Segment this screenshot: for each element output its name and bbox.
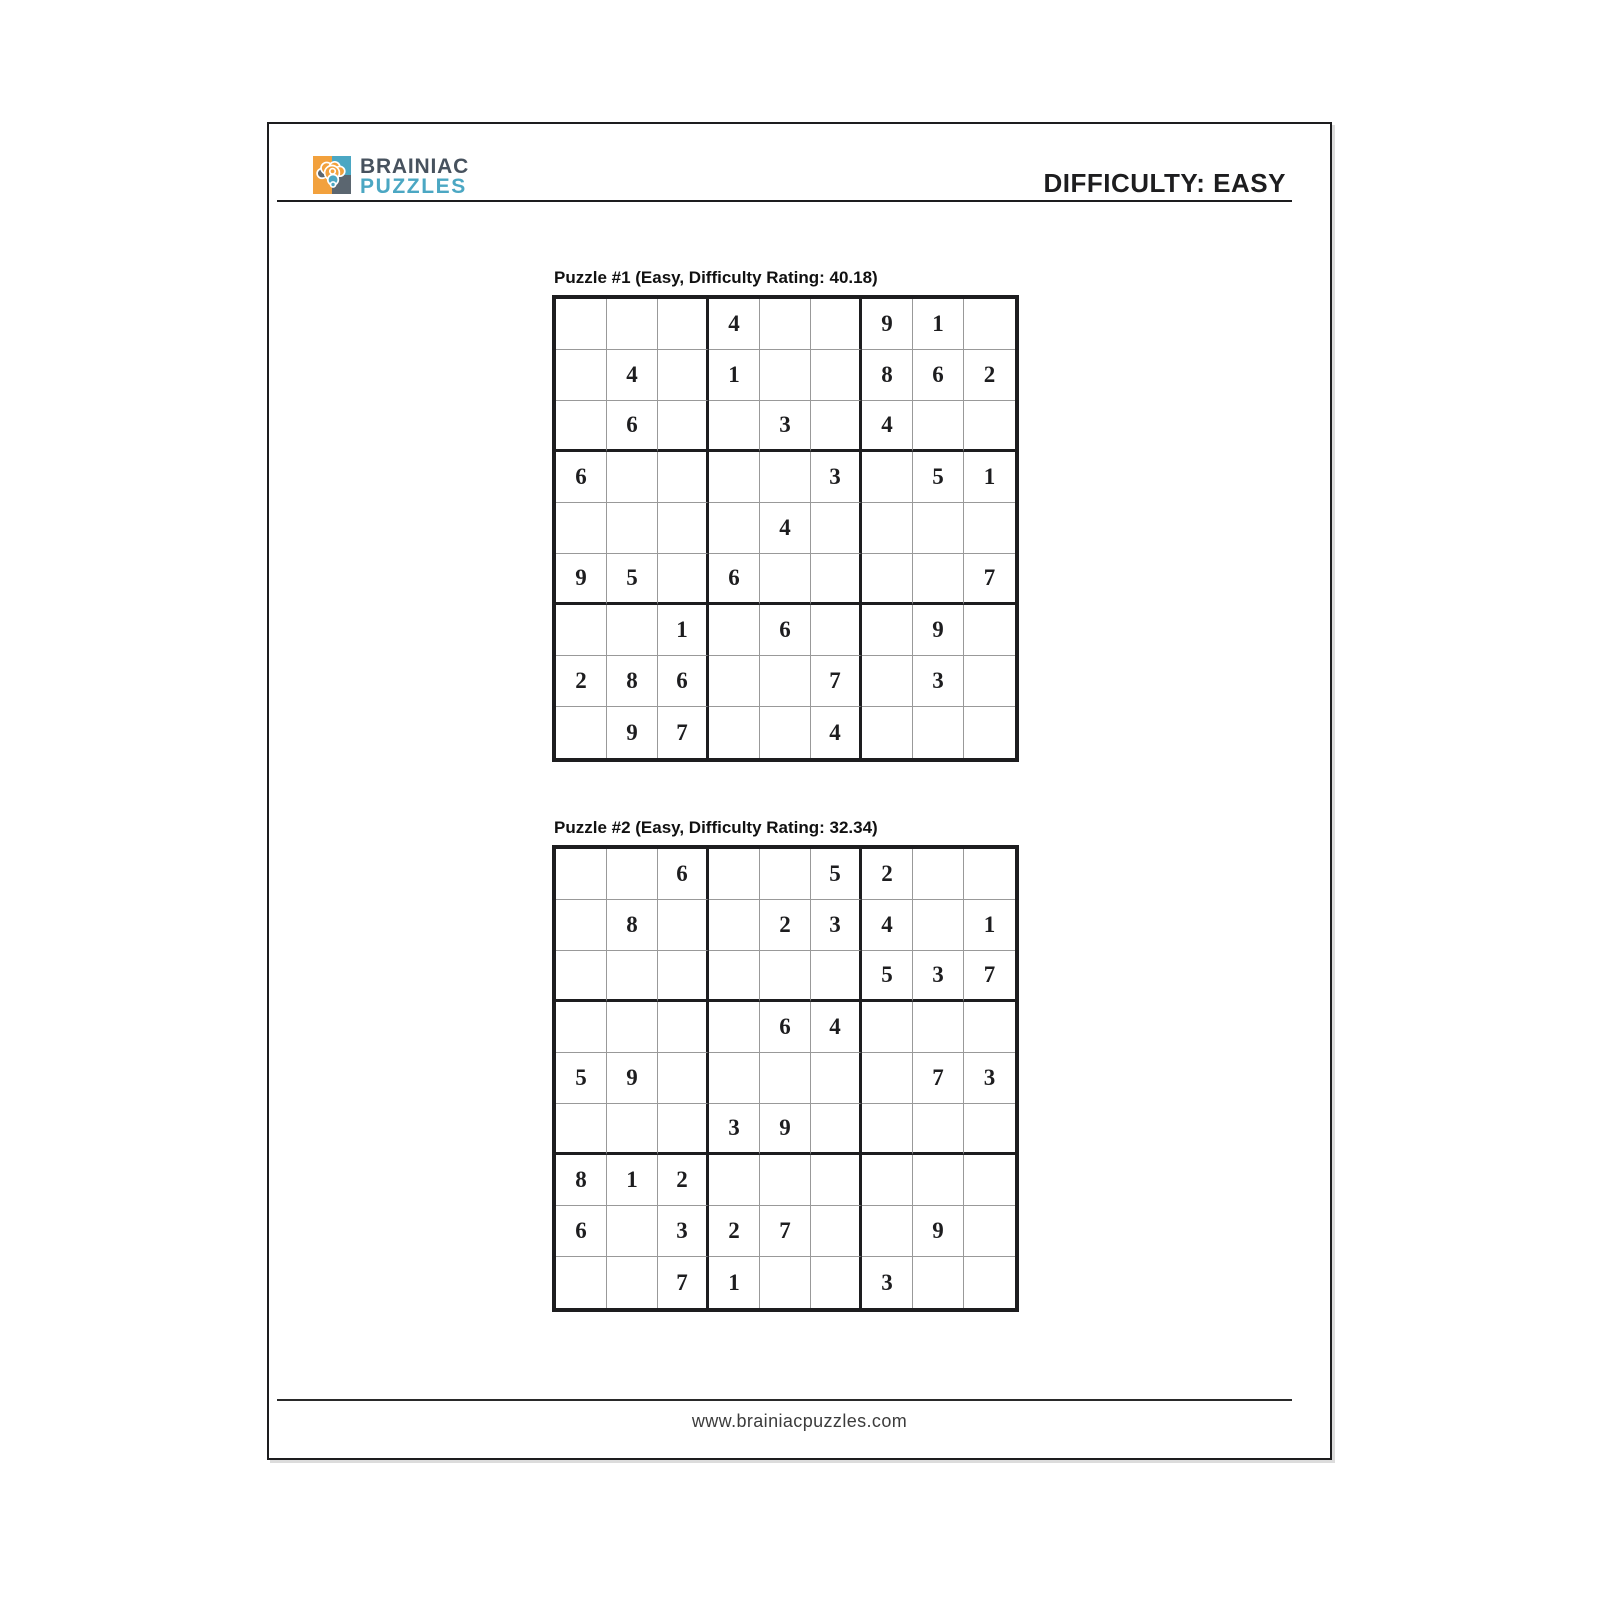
sudoku-cell bbox=[913, 1257, 964, 1308]
sudoku-cell bbox=[811, 951, 862, 1002]
sudoku-cell: 7 bbox=[964, 554, 1015, 605]
sudoku-cell bbox=[556, 401, 607, 452]
sudoku-cell bbox=[709, 900, 760, 951]
sudoku-cell bbox=[709, 401, 760, 452]
sudoku-cell: 1 bbox=[709, 350, 760, 401]
sudoku-cell bbox=[964, 707, 1015, 758]
brand-logo bbox=[313, 156, 469, 196]
sudoku-cell bbox=[760, 849, 811, 900]
sudoku-cell bbox=[709, 1002, 760, 1053]
sudoku-cell bbox=[760, 656, 811, 707]
sudoku-cell bbox=[964, 503, 1015, 554]
sudoku-cell bbox=[709, 503, 760, 554]
sudoku-cell: 3 bbox=[709, 1104, 760, 1155]
sudoku-cell: 6 bbox=[760, 605, 811, 656]
sudoku-cell bbox=[760, 1053, 811, 1104]
sudoku-cell bbox=[709, 1053, 760, 1104]
sudoku-cell: 8 bbox=[862, 350, 913, 401]
sudoku-cell bbox=[964, 1104, 1015, 1155]
sudoku-cell bbox=[811, 1155, 862, 1206]
sudoku-cell bbox=[811, 554, 862, 605]
sudoku-cell: 2 bbox=[964, 350, 1015, 401]
sudoku-cell: 6 bbox=[556, 1206, 607, 1257]
sudoku-cell bbox=[811, 503, 862, 554]
sudoku-cell bbox=[811, 1257, 862, 1308]
sudoku-cell bbox=[607, 951, 658, 1002]
sudoku-cell: 5 bbox=[913, 452, 964, 503]
sudoku-cell bbox=[556, 951, 607, 1002]
sudoku-cell bbox=[556, 900, 607, 951]
sudoku-cell: 1 bbox=[964, 900, 1015, 951]
sudoku-cell bbox=[709, 605, 760, 656]
sudoku-cell bbox=[913, 1104, 964, 1155]
sudoku-cell bbox=[862, 503, 913, 554]
sudoku-cell: 6 bbox=[658, 849, 709, 900]
sudoku-cell bbox=[760, 707, 811, 758]
sudoku-cell: 2 bbox=[658, 1155, 709, 1206]
sudoku-cell bbox=[862, 1104, 913, 1155]
sudoku-cell bbox=[811, 1104, 862, 1155]
sudoku-cell: 7 bbox=[760, 1206, 811, 1257]
sudoku-cell bbox=[913, 503, 964, 554]
puzzle-1-title: Puzzle #1 (Easy, Difficulty Rating: 40.18) bbox=[554, 268, 878, 287]
sudoku-cell: 3 bbox=[811, 900, 862, 951]
puzzle-2-section bbox=[552, 818, 1019, 1312]
sudoku-cell bbox=[556, 350, 607, 401]
sudoku-cell bbox=[760, 951, 811, 1002]
sudoku-cell bbox=[913, 849, 964, 900]
sudoku-cell bbox=[964, 605, 1015, 656]
sudoku-cell bbox=[556, 1104, 607, 1155]
puzzle-sheet-page bbox=[267, 122, 1332, 1460]
sudoku-cell bbox=[760, 1257, 811, 1308]
sudoku-cell bbox=[760, 350, 811, 401]
sudoku-cell: 9 bbox=[913, 605, 964, 656]
sudoku-cell bbox=[913, 707, 964, 758]
sudoku-cell bbox=[862, 554, 913, 605]
sudoku-grid-1 bbox=[552, 295, 1019, 762]
sudoku-cell: 2 bbox=[556, 656, 607, 707]
sudoku-cell: 3 bbox=[811, 452, 862, 503]
sudoku-cell bbox=[811, 299, 862, 350]
sudoku-cell bbox=[658, 1053, 709, 1104]
sudoku-cell: 1 bbox=[964, 452, 1015, 503]
sudoku-cell bbox=[658, 1104, 709, 1155]
sudoku-cell bbox=[658, 350, 709, 401]
sudoku-cell bbox=[658, 554, 709, 605]
sudoku-cell bbox=[964, 849, 1015, 900]
sudoku-cell: 6 bbox=[658, 656, 709, 707]
sudoku-cell: 3 bbox=[658, 1206, 709, 1257]
sudoku-cell bbox=[913, 1002, 964, 1053]
sudoku-cell: 9 bbox=[607, 707, 658, 758]
difficulty-label: DIFFICULTY: EASY bbox=[1043, 168, 1286, 198]
sudoku-cell bbox=[964, 1002, 1015, 1053]
sudoku-cell: 4 bbox=[862, 900, 913, 951]
sudoku-cell: 4 bbox=[709, 299, 760, 350]
sudoku-cell: 9 bbox=[607, 1053, 658, 1104]
sudoku-cell: 7 bbox=[811, 656, 862, 707]
sudoku-cell: 5 bbox=[607, 554, 658, 605]
puzzle-2-title: Puzzle #2 (Easy, Difficulty Rating: 32.34) bbox=[554, 818, 878, 837]
sudoku-cell bbox=[556, 299, 607, 350]
sudoku-cell bbox=[607, 299, 658, 350]
sudoku-cell: 2 bbox=[862, 849, 913, 900]
sudoku-cell bbox=[709, 452, 760, 503]
header-rule bbox=[277, 200, 1292, 202]
puzzle-1-section bbox=[552, 268, 1019, 762]
sudoku-cell bbox=[607, 503, 658, 554]
sudoku-cell bbox=[862, 1155, 913, 1206]
sudoku-cell bbox=[964, 401, 1015, 452]
sudoku-cell bbox=[709, 1155, 760, 1206]
sudoku-cell bbox=[556, 1002, 607, 1053]
sudoku-cell: 6 bbox=[913, 350, 964, 401]
sudoku-cell bbox=[862, 1206, 913, 1257]
sudoku-cell: 4 bbox=[811, 707, 862, 758]
sudoku-cell bbox=[658, 452, 709, 503]
sudoku-cell: 3 bbox=[913, 656, 964, 707]
sudoku-cell bbox=[811, 1053, 862, 1104]
sudoku-cell bbox=[658, 1002, 709, 1053]
sudoku-cell: 4 bbox=[760, 503, 811, 554]
sudoku-cell: 8 bbox=[556, 1155, 607, 1206]
brand-name bbox=[360, 156, 469, 196]
sudoku-cell bbox=[760, 554, 811, 605]
sudoku-cell bbox=[862, 452, 913, 503]
brand-name-line1: BRAINIAC bbox=[360, 155, 470, 178]
sudoku-cell: 5 bbox=[862, 951, 913, 1002]
sudoku-cell bbox=[607, 1002, 658, 1053]
sudoku-cell bbox=[709, 849, 760, 900]
footer-rule bbox=[277, 1399, 1292, 1401]
sudoku-cell: 1 bbox=[607, 1155, 658, 1206]
brand-name-line2: PUZZLES bbox=[360, 175, 467, 198]
sudoku-cell bbox=[709, 707, 760, 758]
sudoku-cell bbox=[862, 656, 913, 707]
brain-puzzle-icon bbox=[313, 156, 351, 194]
sudoku-cell bbox=[760, 299, 811, 350]
sudoku-cell bbox=[607, 1257, 658, 1308]
sudoku-cell bbox=[607, 849, 658, 900]
footer-url: www.brainiacpuzzles.com bbox=[691, 1411, 908, 1431]
sudoku-cell bbox=[964, 1206, 1015, 1257]
sudoku-cell bbox=[658, 503, 709, 554]
sudoku-grid-2 bbox=[552, 845, 1019, 1312]
sudoku-cell: 1 bbox=[709, 1257, 760, 1308]
sudoku-cell bbox=[811, 401, 862, 452]
sudoku-cell bbox=[658, 900, 709, 951]
sudoku-cell: 3 bbox=[964, 1053, 1015, 1104]
sudoku-cell bbox=[913, 900, 964, 951]
sudoku-cell: 6 bbox=[607, 401, 658, 452]
sudoku-cell: 8 bbox=[607, 900, 658, 951]
sudoku-cell bbox=[811, 350, 862, 401]
sudoku-cell: 1 bbox=[658, 605, 709, 656]
sudoku-cell: 9 bbox=[862, 299, 913, 350]
sudoku-cell bbox=[658, 401, 709, 452]
sudoku-cell bbox=[760, 452, 811, 503]
sudoku-cell bbox=[760, 1155, 811, 1206]
sudoku-cell: 9 bbox=[760, 1104, 811, 1155]
sudoku-cell bbox=[964, 656, 1015, 707]
sudoku-cell: 6 bbox=[556, 452, 607, 503]
sudoku-cell bbox=[556, 707, 607, 758]
sudoku-cell bbox=[862, 605, 913, 656]
sudoku-cell bbox=[862, 1002, 913, 1053]
sudoku-cell bbox=[964, 299, 1015, 350]
sudoku-cell bbox=[811, 605, 862, 656]
sudoku-cell: 7 bbox=[913, 1053, 964, 1104]
sudoku-cell bbox=[607, 1206, 658, 1257]
sudoku-cell: 5 bbox=[811, 849, 862, 900]
sudoku-cell bbox=[556, 1257, 607, 1308]
sudoku-cell bbox=[913, 1155, 964, 1206]
sudoku-cell bbox=[709, 656, 760, 707]
sudoku-cell bbox=[862, 707, 913, 758]
sudoku-cell: 3 bbox=[913, 951, 964, 1002]
sudoku-cell: 3 bbox=[862, 1257, 913, 1308]
sudoku-cell bbox=[607, 605, 658, 656]
sudoku-cell: 8 bbox=[607, 656, 658, 707]
sudoku-cell: 7 bbox=[658, 707, 709, 758]
sudoku-cell bbox=[811, 1206, 862, 1257]
sudoku-cell: 4 bbox=[862, 401, 913, 452]
sudoku-cell: 1 bbox=[913, 299, 964, 350]
sudoku-cell bbox=[709, 951, 760, 1002]
sudoku-cell bbox=[556, 849, 607, 900]
sudoku-cell bbox=[658, 299, 709, 350]
sudoku-cell: 7 bbox=[964, 951, 1015, 1002]
sudoku-cell bbox=[607, 452, 658, 503]
sudoku-cell bbox=[862, 1053, 913, 1104]
sudoku-cell: 5 bbox=[556, 1053, 607, 1104]
sudoku-cell: 9 bbox=[913, 1206, 964, 1257]
sudoku-cell: 2 bbox=[709, 1206, 760, 1257]
sudoku-cell: 7 bbox=[658, 1257, 709, 1308]
sudoku-cell bbox=[607, 1104, 658, 1155]
sudoku-cell: 6 bbox=[709, 554, 760, 605]
sudoku-cell: 2 bbox=[760, 900, 811, 951]
sudoku-cell bbox=[556, 605, 607, 656]
sudoku-cell: 4 bbox=[811, 1002, 862, 1053]
sudoku-cell: 6 bbox=[760, 1002, 811, 1053]
sudoku-cell: 4 bbox=[607, 350, 658, 401]
sudoku-cell bbox=[913, 554, 964, 605]
sudoku-cell: 9 bbox=[556, 554, 607, 605]
sudoku-cell: 3 bbox=[760, 401, 811, 452]
sudoku-cell bbox=[658, 951, 709, 1002]
sudoku-cell bbox=[964, 1257, 1015, 1308]
sudoku-cell bbox=[913, 401, 964, 452]
sudoku-cell bbox=[556, 503, 607, 554]
sudoku-cell bbox=[964, 1155, 1015, 1206]
